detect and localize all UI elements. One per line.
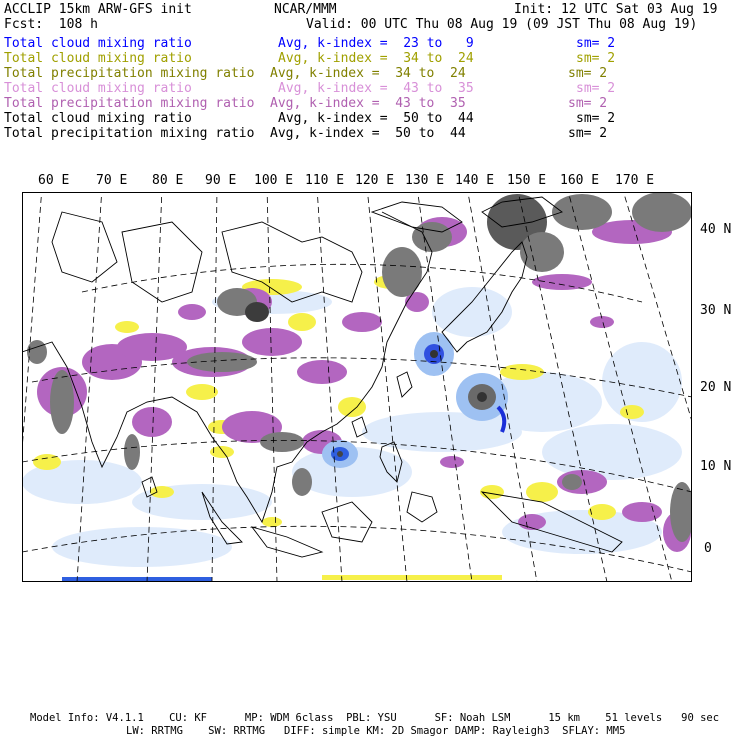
title-center: NCAR/MMM	[274, 2, 337, 17]
lon-label: 150 E	[507, 173, 547, 188]
legend-avg: Avg, k-index = 50 to 44	[270, 126, 466, 141]
title-left: ACCLIP 15km ARW-GFS init	[4, 2, 192, 17]
legend-sm: sm= 2	[576, 111, 616, 126]
legend-field: Total precipitation mixing ratio	[4, 126, 255, 141]
legend-sm: sm= 2	[576, 36, 616, 51]
lat-label: 0	[704, 541, 712, 556]
legend-field: Total precipitation mixing ratio	[4, 96, 255, 111]
legend-field: Total cloud mixing ratio	[4, 51, 192, 66]
lat-label: 40 N	[700, 222, 732, 237]
lon-label: 60 E	[38, 173, 70, 188]
lat-label: 20 N	[700, 380, 732, 395]
legend-sm: sm= 2	[576, 81, 616, 96]
legend-avg: Avg, k-index = 43 to 35	[270, 96, 466, 111]
lon-label: 90 E	[205, 173, 237, 188]
legend-sm: sm= 2	[576, 51, 616, 66]
lat-label: 30 N	[700, 303, 732, 318]
valid-time: Valid: 00 UTC Thu 08 Aug 19 (09 JST Thu 08 Aug 19)	[306, 17, 698, 32]
legend-field: Total precipitation mixing ratio	[4, 66, 255, 81]
model-info-line2: LW: RRTMG SW: RRTMG DIFF: simple KM: 2D Smagor DAMP: Rayleigh3 SFLAY: MM5	[126, 725, 626, 737]
lon-label: 80 E	[152, 173, 184, 188]
legend-field: Total cloud mixing ratio	[4, 81, 192, 96]
legend-field: Total cloud mixing ratio	[4, 111, 192, 126]
lon-label: 160 E	[560, 173, 600, 188]
legend-avg: Avg, k-index = 43 to 35	[278, 81, 474, 96]
lon-label: 140 E	[455, 173, 495, 188]
lon-label: 120 E	[355, 173, 395, 188]
legend-sm: sm= 2	[568, 66, 608, 81]
forecast-map	[22, 192, 692, 582]
lon-label: 110 E	[305, 173, 345, 188]
legend-avg: Avg, k-index = 34 to 24	[278, 51, 474, 66]
lon-label: 70 E	[96, 173, 128, 188]
legend-avg: Avg, k-index = 34 to 24	[270, 66, 466, 81]
legend-avg: Avg, k-index = 23 to 9	[278, 36, 474, 51]
lon-label: 130 E	[405, 173, 445, 188]
lon-label: 170 E	[615, 173, 655, 188]
legend-field: Total cloud mixing ratio	[4, 36, 192, 51]
forecast-hour: Fcst: 108 h	[4, 17, 98, 32]
legend-sm: sm= 2	[568, 126, 608, 141]
legend-sm: sm= 2	[568, 96, 608, 111]
lat-label: 10 N	[700, 459, 732, 474]
init-time: Init: 12 UTC Sat 03 Aug 19	[514, 2, 718, 17]
model-info-line1: Model Info: V4.1.1 CU: KF MP: WDM 6class PBL: YSU SF: Noah LSM 15 km 51 levels 90 sec	[30, 712, 720, 724]
lon-label: 100 E	[254, 173, 294, 188]
legend-avg: Avg, k-index = 50 to 44	[278, 111, 474, 126]
